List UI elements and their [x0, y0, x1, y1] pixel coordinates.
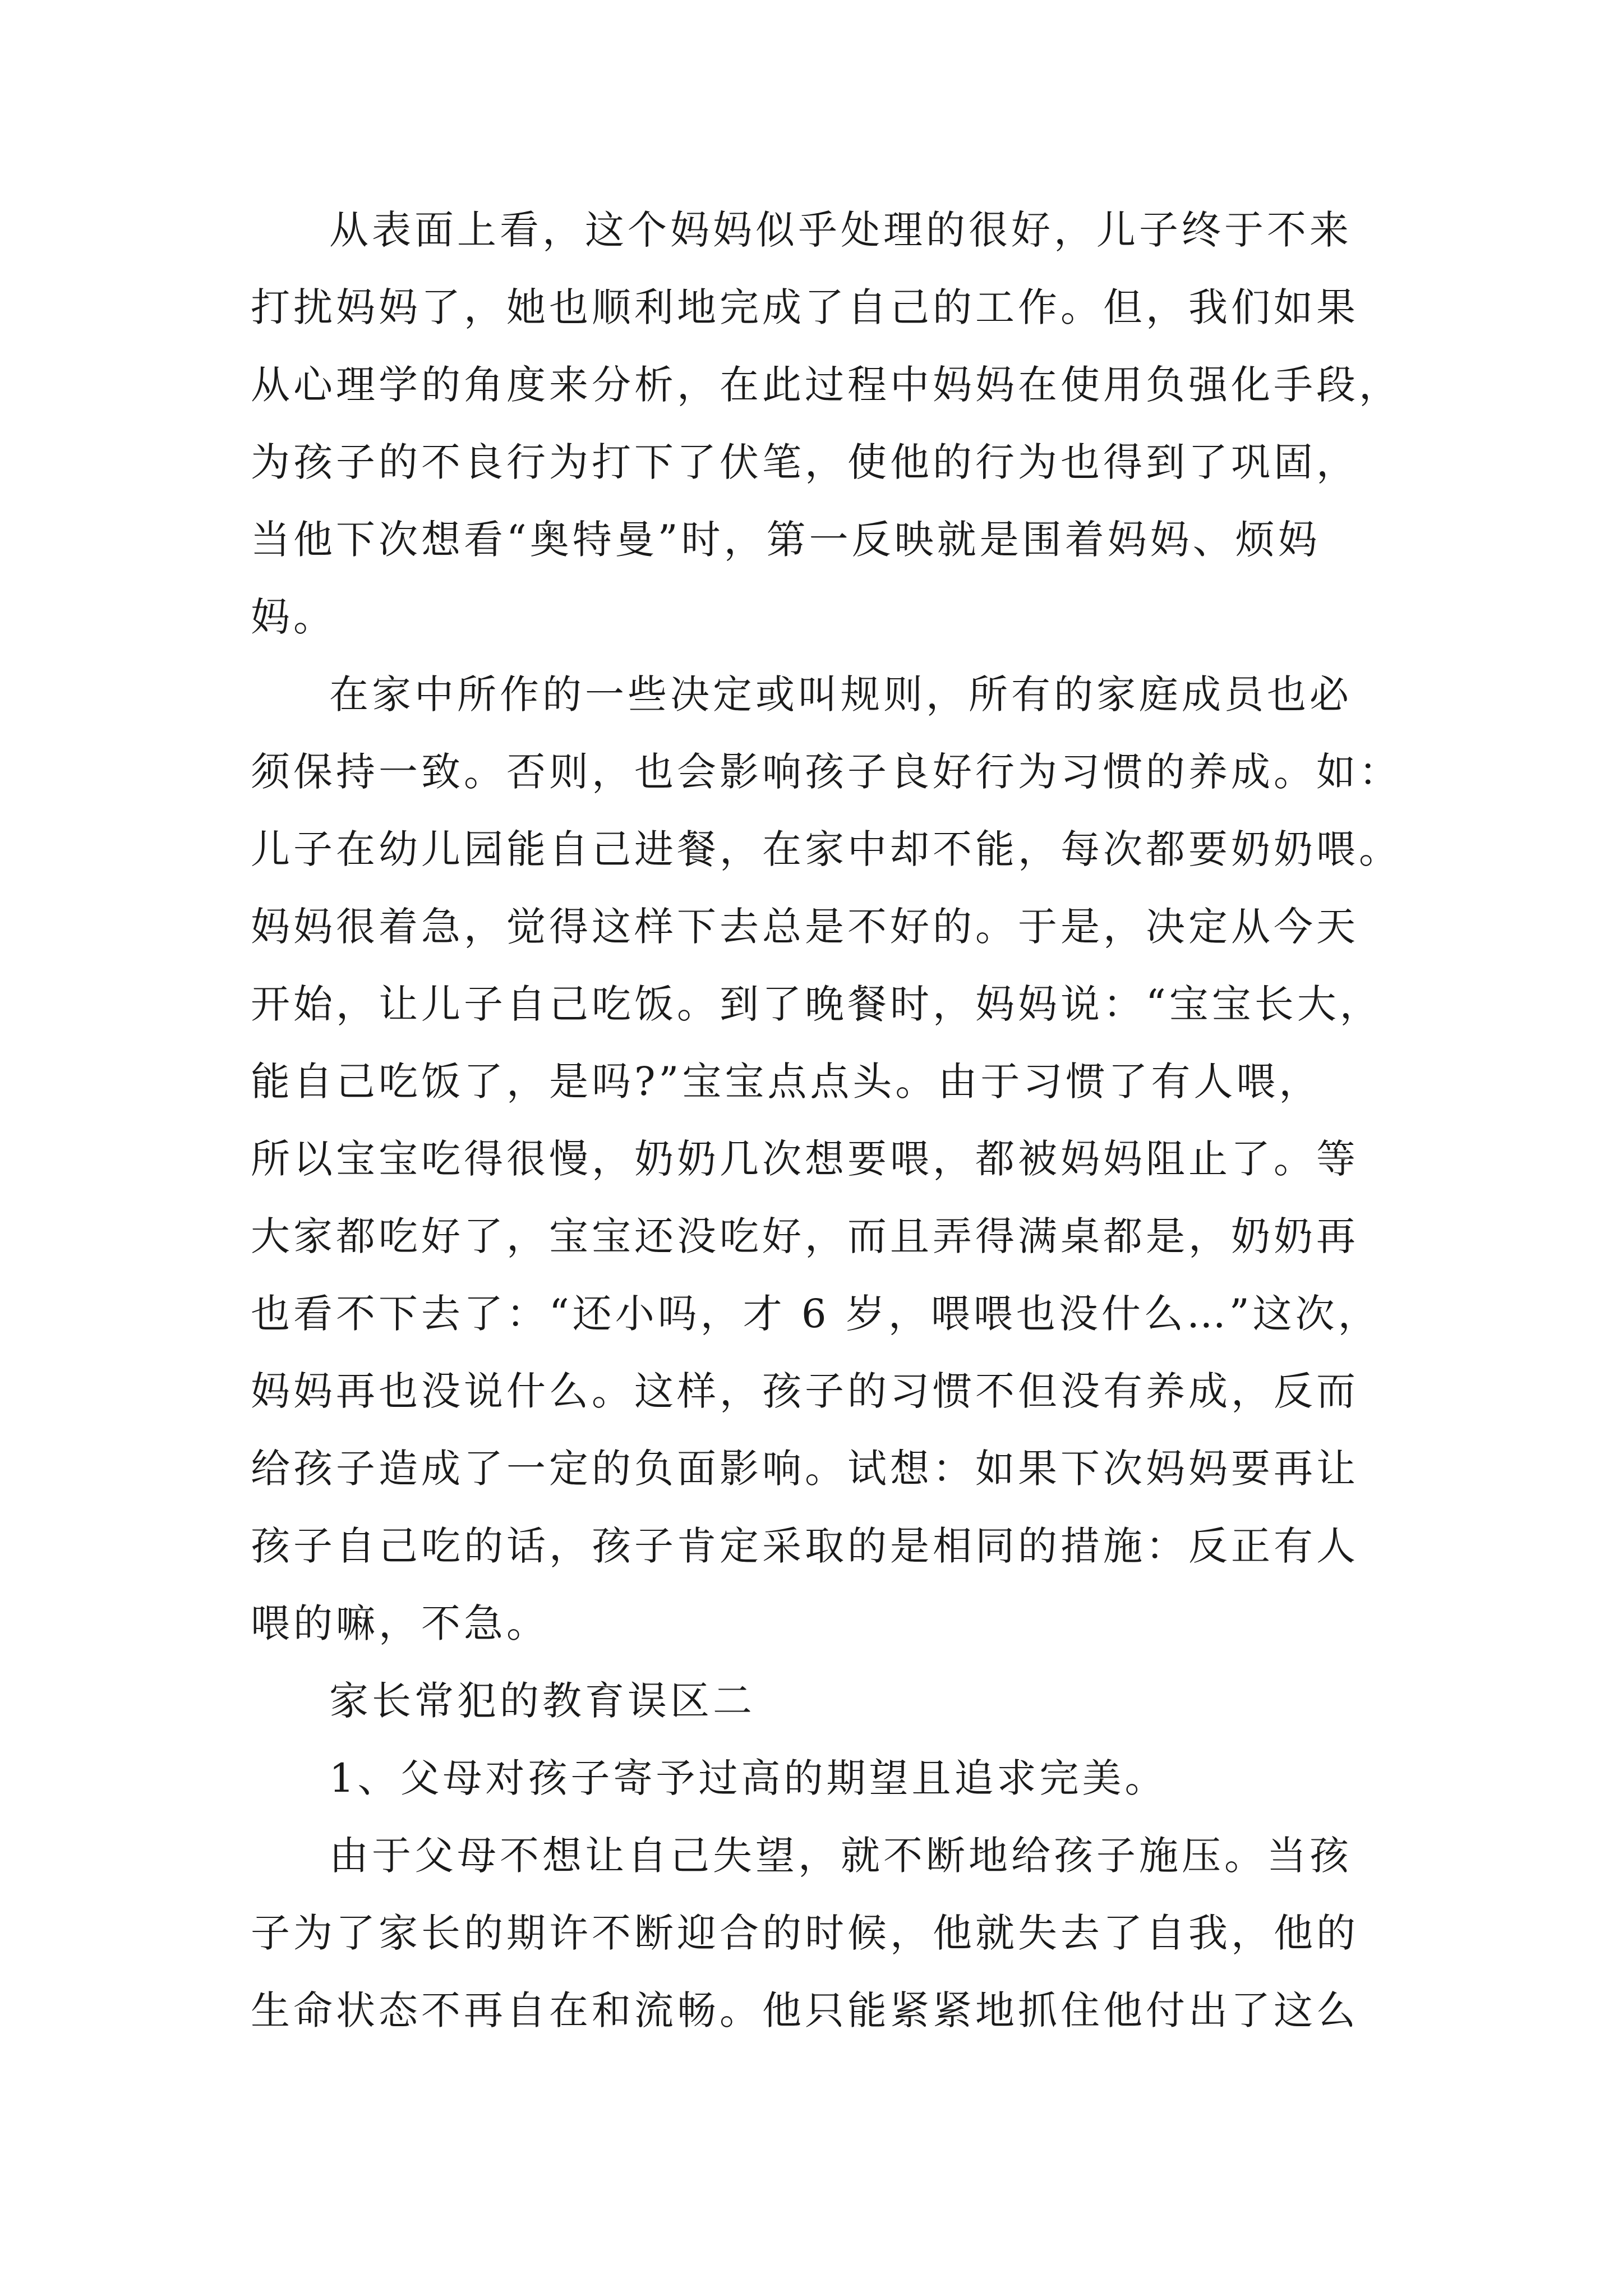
- text-line: 给孩子造成了一定的负面影响。试想：如果下次妈妈要再让: [251, 1446, 1359, 1492]
- text-line: 也看不下去了：“还小吗，才 6 岁，喂喂也没什么…”这次，: [251, 1291, 1381, 1337]
- text-line: 从表面上看，这个妈妈似乎处理的很好，儿子终于不来: [329, 207, 1352, 253]
- text-line: 在家中所作的一些决定或叫规则，所有的家庭成员也必: [329, 671, 1352, 717]
- text-line: 所以宝宝吃得很慢，奶奶几次想要喂，都被妈妈阻止了。等: [251, 1136, 1359, 1182]
- text-line: 儿子在幼儿园能自己进餐，在家中却不能，每次都要奶奶喂。: [251, 826, 1401, 872]
- text-line: 由于父母不想让自己失望，就不断地给孩子施压。当孩: [329, 1833, 1352, 1879]
- text-line: 妈妈再也没说什么。这样，孩子的习惯不但没有养成，反而: [251, 1368, 1359, 1414]
- text-line: 妈。: [251, 594, 336, 640]
- text-line: 大家都吃好了，宝宝还没吃好，而且弄得满桌都是，奶奶再: [251, 1213, 1359, 1259]
- numbered-item: 1、父母对孩子寄予过高的期望且追求完美。: [329, 1755, 1168, 1801]
- text-line: 子为了家长的期许不断迎合的时候，他就失去了自我，他的: [251, 1910, 1359, 1956]
- text-line: 喂的嘛，不急。: [251, 1600, 549, 1646]
- text-line: 须保持一致。否则，也会影响孩子良好行为习惯的养成。如：: [251, 749, 1401, 795]
- text-line: 打扰妈妈了，她也顺利地完成了自己的工作。但，我们如果: [251, 284, 1359, 330]
- text-line: 能自己吃饭了，是吗?”宝宝点点头。由于习惯了有人喂，: [251, 1059, 1322, 1105]
- text-line: 妈妈很着急，觉得这样下去总是不好的。于是，决定从今天: [251, 904, 1359, 950]
- text-line: 从心理学的角度来分析，在此过程中妈妈在使用负强化手段，: [251, 362, 1401, 408]
- text-line: 生命状态不再自在和流畅。他只能紧紧地抓住他付出了这么: [251, 1987, 1359, 2033]
- text-line: 为孩子的不良行为打下了伏笔，使他的行为也得到了巩固，: [251, 439, 1359, 485]
- text-line: 孩子自己吃的话，孩子肯定采取的是相同的措施：反正有人: [251, 1523, 1359, 1569]
- text-line: 当他下次想看“奥特曼”时，第一反映就是围着妈妈、烦妈: [251, 517, 1321, 563]
- section-heading: 家长常犯的教育误区二: [329, 1678, 755, 1724]
- text-line: 开始，让儿子自己吃饭。到了晚餐时，妈妈说：“宝宝长大，: [251, 981, 1382, 1027]
